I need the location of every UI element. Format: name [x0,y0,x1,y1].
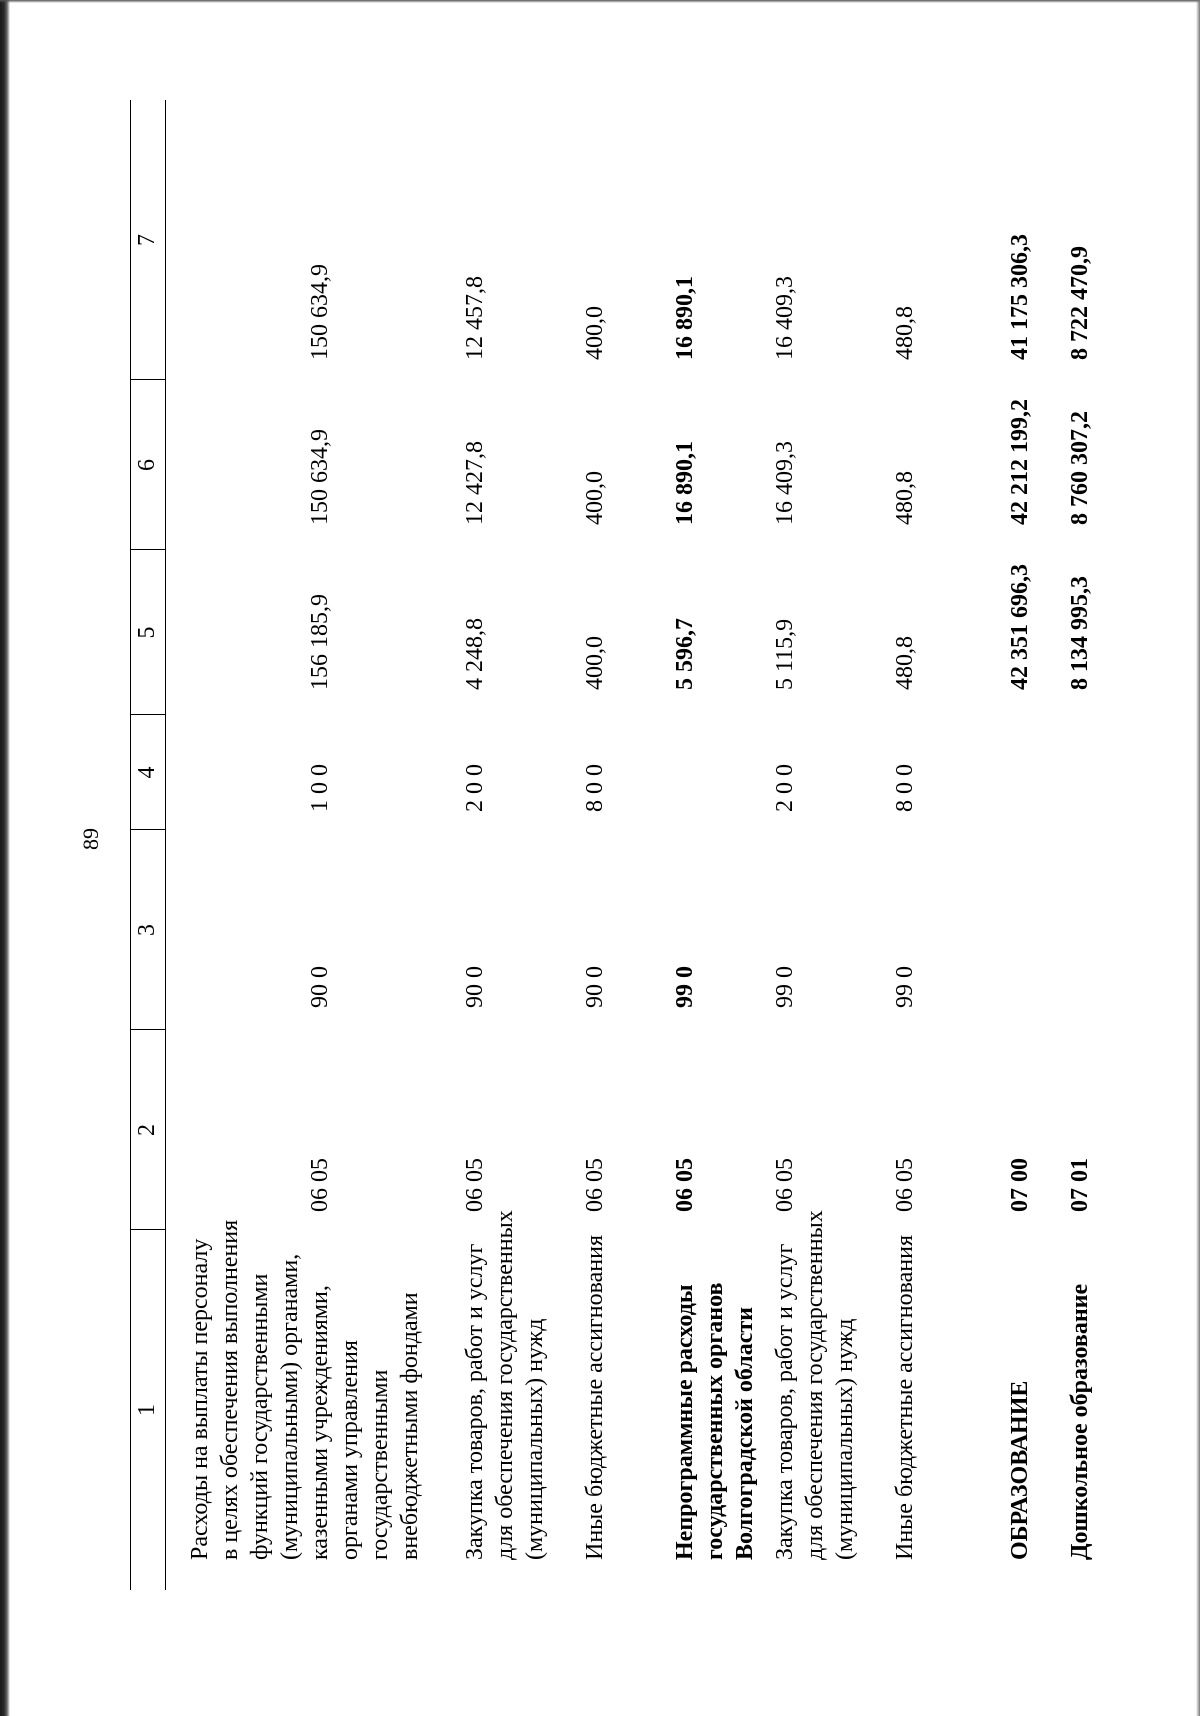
cell-c7: 480,8 [892,306,918,360]
row-label-line: органами управления [337,1340,363,1560]
cell-c3: 90 0 [582,966,608,1008]
cell-c6: 400,0 [582,471,608,525]
cell-c5: 4 248,8 [462,618,488,690]
column-header-3: 3 [134,924,160,936]
header-divider [130,1229,165,1230]
cell-c7: 16 409,3 [772,276,798,360]
cell-c6: 12 427,8 [462,441,488,525]
row-label-line: Волгоградской области [732,1307,758,1560]
cell-c7: 41 175 306,3 [1007,234,1033,360]
cell-c6: 16 890,1 [672,441,698,525]
column-header-6: 6 [134,459,160,471]
cell-c4: 2 0 0 [772,764,798,812]
row-label-line: ОБРАЗОВАНИЕ [1007,1380,1033,1560]
cell-c5: 480,8 [892,636,918,690]
row-label-line: для обеспечения государственных [492,1210,518,1560]
cell-c4: 2 0 0 [462,764,488,812]
row-label-line: (муниципальных) нужд [522,1318,548,1560]
cell-c7: 16 890,1 [672,276,698,360]
cell-c3: 99 0 [672,966,698,1008]
cell-c3: 90 0 [307,966,333,1008]
column-header-2: 2 [134,1124,160,1136]
cell-c5: 5 115,9 [772,618,798,690]
row-label-line: Дошкольное образование [1067,1283,1093,1560]
cell-c5: 42 351 696,3 [1007,564,1033,690]
cell-c4: 8 0 0 [892,764,918,812]
row-label-line: (муниципальных) нужд [832,1318,858,1560]
column-header-1: 1 [134,1404,160,1416]
cell-c2: 07 00 [1007,1158,1033,1212]
cell-c2: 06 05 [672,1158,698,1212]
budget-table [130,100,1130,1590]
row-label-line: государственными [367,1369,393,1560]
column-header-4: 4 [134,766,160,779]
cell-c5: 156 185,9 [307,594,333,690]
header-divider [130,714,165,715]
cell-c7: 12 457,8 [462,276,488,360]
scan-edge-right [1196,0,1200,1716]
header-divider [130,1029,165,1030]
cell-c4: 1 0 0 [307,764,333,812]
row-label-line: для обеспечения государственных [802,1210,828,1560]
column-header-7: 7 [134,234,160,246]
cell-c3: 99 0 [892,966,918,1008]
row-label-line: внебюджетными фондами [397,1292,423,1560]
cell-c2: 06 05 [582,1158,608,1212]
cell-c6: 8 760 307,2 [1067,411,1093,525]
cell-c2: 06 05 [772,1158,798,1212]
cell-c7: 150 634,9 [307,264,333,360]
cell-c3: 99 0 [772,966,798,1008]
cell-c2: 06 05 [462,1158,488,1212]
row-label-line: в целях обеспечения выполнения [217,1219,243,1560]
row-label-line: Закупка товаров, работ и услуг [462,1243,488,1560]
row-label-line: функций государственными [247,1273,273,1560]
cell-c2: 07 01 [1067,1158,1093,1212]
scan-edge-left [0,0,10,1716]
cell-c7: 8 722 470,9 [1067,246,1093,360]
cell-c5: 400,0 [582,636,608,690]
column-header-5: 5 [134,626,160,639]
cell-c6: 16 409,3 [772,441,798,525]
row-label-line: Расходы на выплаты персоналу [187,1238,213,1560]
cell-c2: 06 05 [892,1158,918,1212]
scan-edge-top [0,0,1200,3]
cell-c3: 90 0 [462,966,488,1008]
page-number: 89 [78,828,103,850]
cell-c6: 480,8 [892,471,918,525]
row-label-line: государственных органов [702,1282,728,1560]
row-label-line: казенными учреждениями, [307,1285,333,1560]
cell-c6: 150 634,9 [307,429,333,525]
row-label-line: Иные бюджетные ассигнования [582,1235,608,1560]
cell-c5: 5 596,7 [672,618,698,690]
row-label-line: Непрограммные расходы [672,1284,698,1560]
header-divider [130,829,165,830]
cell-c6: 42 212 199,2 [1007,399,1033,525]
header-divider [130,549,165,550]
row-label-line: (муниципальными) органами, [277,1253,303,1560]
row-label-line: Закупка товаров, работ и услуг [772,1243,798,1560]
header-divider [130,379,165,380]
row-label-line: Иные бюджетные ассигнования [892,1235,918,1560]
header-bottom-rule [165,100,166,1590]
cell-c4: 8 0 0 [582,764,608,812]
cell-c5: 8 134 995,3 [1067,576,1093,690]
cell-c2: 06 05 [307,1158,333,1212]
cell-c7: 400,0 [582,306,608,360]
